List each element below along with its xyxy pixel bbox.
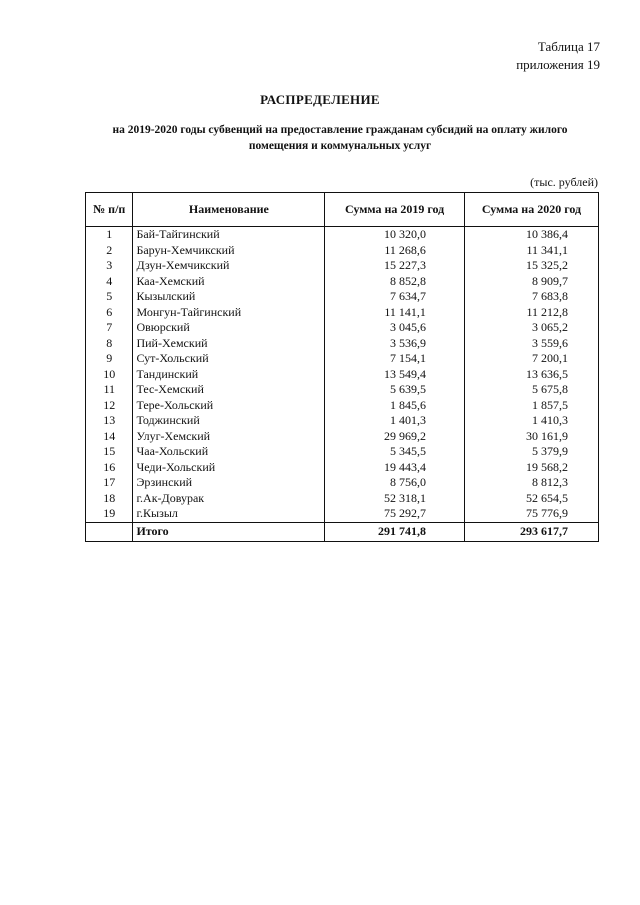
units-note: (тыс. рублей) [530, 175, 598, 189]
row-sum-2019: 7 634,7 [325, 289, 465, 305]
total-sum-2019: 291 741,8 [325, 522, 465, 541]
row-sum-2019: 13 549,4 [325, 367, 465, 383]
document-title: РАСПРЕДЕЛЕНИЕ [260, 92, 380, 107]
row-sum-2020: 15 325,2 [464, 258, 598, 274]
column-header-name: Наименование [133, 193, 325, 227]
row-number: 10 [86, 367, 133, 383]
subtitle-line-2: помещения и коммунальных услуг [248, 140, 432, 152]
row-sum-2019: 5 639,5 [325, 382, 465, 398]
table-row [86, 398, 599, 414]
row-number: 7 [86, 320, 133, 336]
row-name: Бай-Тайгинский [133, 227, 325, 243]
table-row [86, 274, 599, 290]
row-sum-2019: 8 756,0 [325, 475, 465, 491]
row-name: Чеди-Хольский [133, 460, 325, 476]
row-number: 12 [86, 398, 133, 414]
table-row [86, 320, 599, 336]
row-number: 17 [86, 475, 133, 491]
table-row [86, 506, 599, 522]
row-sum-2019: 75 292,7 [325, 506, 465, 522]
row-name: Дзун-Хемчикский [133, 258, 325, 274]
row-name: Сут-Хольский [133, 351, 325, 367]
row-name: Тандинский [133, 367, 325, 383]
row-sum-2019: 29 969,2 [325, 429, 465, 445]
table-header-row [86, 193, 599, 227]
table-row [86, 227, 599, 243]
row-name: Тес-Хемский [133, 382, 325, 398]
table-row [86, 289, 599, 305]
row-sum-2019: 10 320,0 [325, 227, 465, 243]
column-header-number: № п/п [86, 193, 133, 227]
table-row [86, 444, 599, 460]
row-number: 18 [86, 491, 133, 507]
row-name: г.Ак-Довурак [133, 491, 325, 507]
row-sum-2020: 8 812,3 [464, 475, 598, 491]
column-header-2020: Сумма на 2020 год [464, 193, 598, 227]
row-number: 8 [86, 336, 133, 352]
table-row [86, 491, 599, 507]
row-number: 4 [86, 274, 133, 290]
row-sum-2019: 3 536,9 [325, 336, 465, 352]
row-number: 3 [86, 258, 133, 274]
table-row [86, 367, 599, 383]
total-label: Итого [133, 522, 325, 541]
annex-appendix-number: приложения 19 [516, 57, 600, 72]
table-row [86, 413, 599, 429]
row-sum-2020: 30 161,9 [464, 429, 598, 445]
table-row [86, 475, 599, 491]
row-number: 6 [86, 305, 133, 321]
row-sum-2019: 1 401,3 [325, 413, 465, 429]
column-header-2019: Сумма на 2019 год [325, 193, 465, 227]
row-number: 16 [86, 460, 133, 476]
row-sum-2019: 3 045,6 [325, 320, 465, 336]
row-name: Монгун-Тайгинский [133, 305, 325, 321]
row-name: Каа-Хемский [133, 274, 325, 290]
row-sum-2019: 8 852,8 [325, 274, 465, 290]
row-sum-2020: 8 909,7 [464, 274, 598, 290]
row-name: Барун-Хемчикский [133, 243, 325, 259]
row-name: Эрзинский [133, 475, 325, 491]
row-name: Улуг-Хемский [133, 429, 325, 445]
row-sum-2019: 15 227,3 [325, 258, 465, 274]
row-sum-2019: 11 268,6 [325, 243, 465, 259]
row-number: 1 [86, 227, 133, 243]
row-sum-2020: 10 386,4 [464, 227, 598, 243]
row-sum-2020: 7 200,1 [464, 351, 598, 367]
row-sum-2020: 52 654,5 [464, 491, 598, 507]
table-body [86, 227, 599, 542]
row-number: 14 [86, 429, 133, 445]
row-sum-2019: 7 154,1 [325, 351, 465, 367]
row-sum-2020: 13 636,5 [464, 367, 598, 383]
annex-table-number: Таблица 17 [537, 39, 600, 54]
row-sum-2019: 19 443,4 [325, 460, 465, 476]
row-sum-2020: 3 559,6 [464, 336, 598, 352]
table-row [86, 243, 599, 259]
total-number [86, 522, 133, 541]
row-number: 13 [86, 413, 133, 429]
row-sum-2020: 7 683,8 [464, 289, 598, 305]
row-name: Тере-Хольский [133, 398, 325, 414]
document-subtitle [90, 122, 590, 154]
table-row [86, 460, 599, 476]
row-number: 19 [86, 506, 133, 522]
row-sum-2019: 11 141,1 [325, 305, 465, 321]
subtitle-line-1: на 2019-2020 годы субвенций на предоставление гражданам субсидий на оплату жилого [112, 124, 568, 136]
row-sum-2020: 19 568,2 [464, 460, 598, 476]
row-sum-2020: 5 379,9 [464, 444, 598, 460]
table-row [86, 382, 599, 398]
row-number: 15 [86, 444, 133, 460]
row-number: 2 [86, 243, 133, 259]
row-sum-2020: 75 776,9 [464, 506, 598, 522]
row-name: Чаа-Хольский [133, 444, 325, 460]
distribution-table [85, 192, 599, 542]
row-number: 11 [86, 382, 133, 398]
row-sum-2020: 11 341,1 [464, 243, 598, 259]
row-name: г.Кызыл [133, 506, 325, 522]
table-row [86, 336, 599, 352]
row-name: Кызылский [133, 289, 325, 305]
table-row [86, 258, 599, 274]
row-name: Овюрский [133, 320, 325, 336]
row-sum-2020: 1 857,5 [464, 398, 598, 414]
row-sum-2020: 1 410,3 [464, 413, 598, 429]
row-sum-2019: 5 345,5 [325, 444, 465, 460]
row-sum-2020: 5 675,8 [464, 382, 598, 398]
row-sum-2019: 52 318,1 [325, 491, 465, 507]
row-sum-2020: 11 212,8 [464, 305, 598, 321]
table-row [86, 351, 599, 367]
annex-reference [516, 38, 600, 74]
row-number: 5 [86, 289, 133, 305]
total-sum-2020: 293 617,7 [464, 522, 598, 541]
table-row [86, 305, 599, 321]
row-sum-2019: 1 845,6 [325, 398, 465, 414]
row-name: Тоджинский [133, 413, 325, 429]
table-row [86, 429, 599, 445]
row-number: 9 [86, 351, 133, 367]
row-name: Пий-Хемский [133, 336, 325, 352]
row-sum-2020: 3 065,2 [464, 320, 598, 336]
total-row [86, 522, 599, 541]
